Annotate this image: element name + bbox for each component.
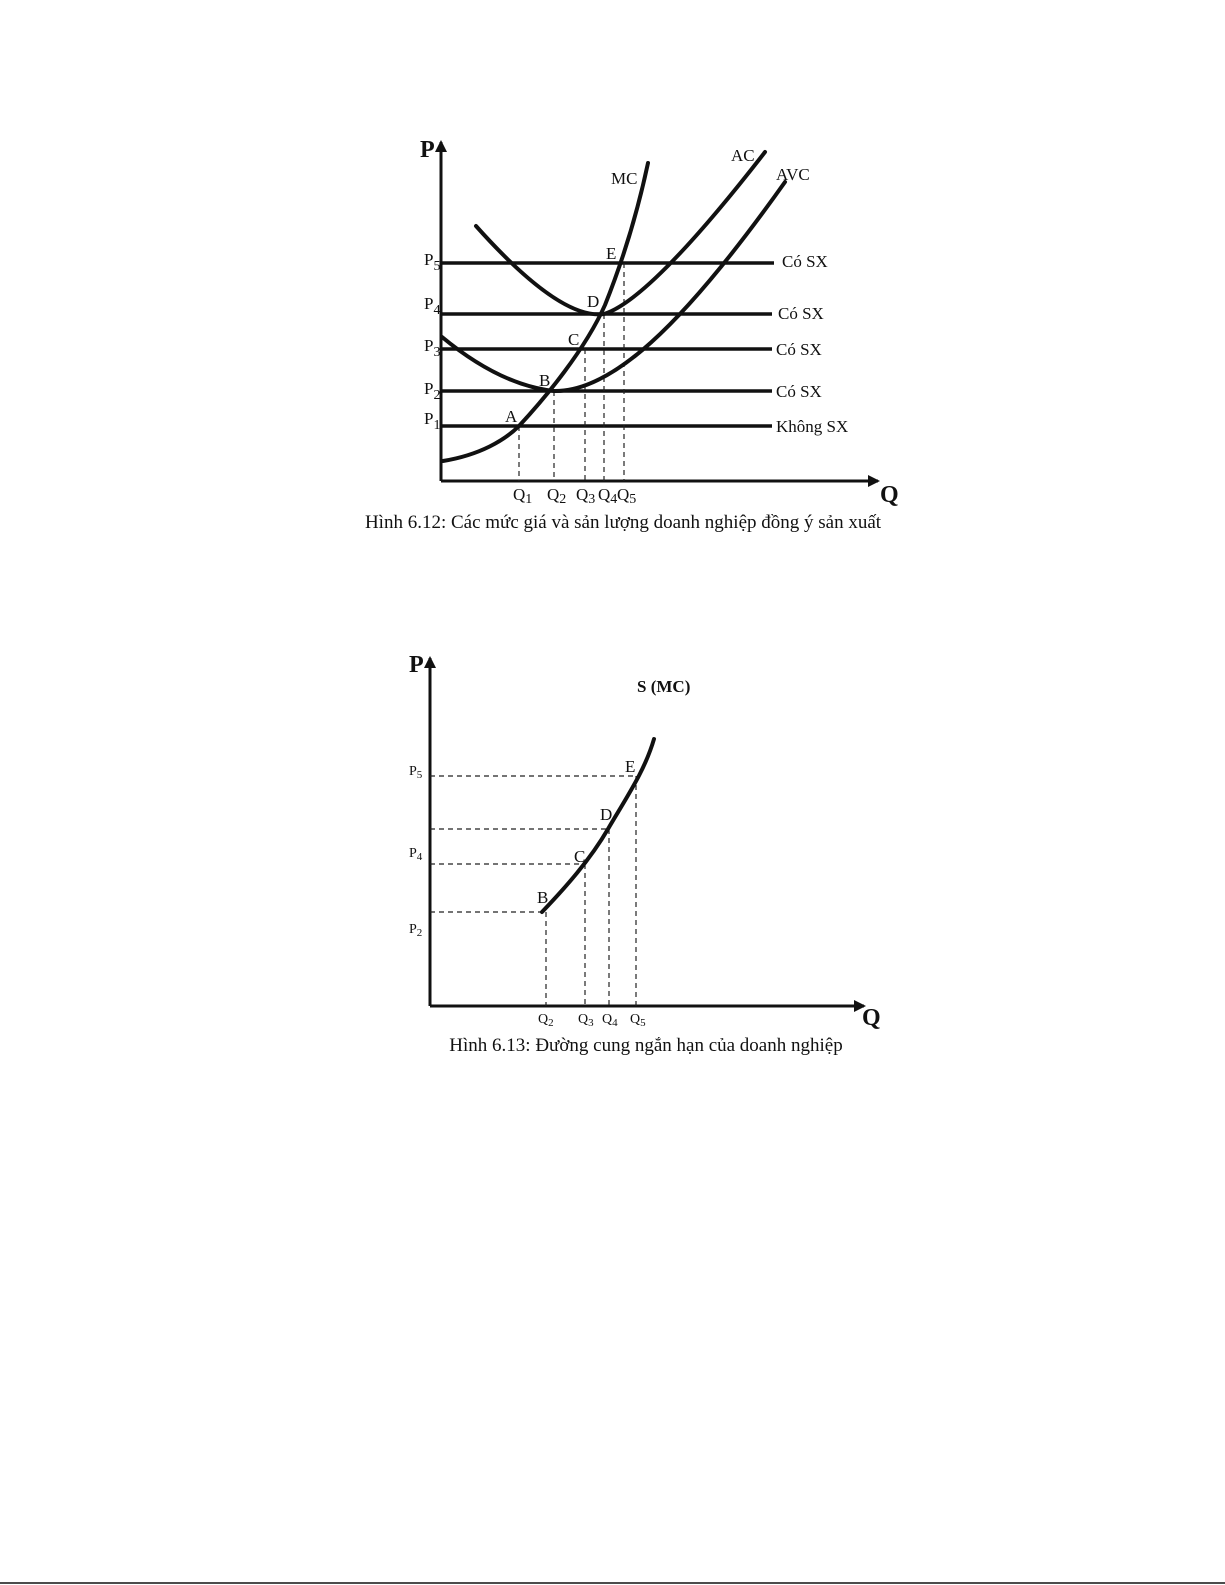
- fig1-point-a: A: [505, 407, 518, 426]
- figure-6-12: [365, 137, 899, 533]
- fig2-point-d: D: [600, 805, 613, 824]
- fig2-y-axis-label: P: [409, 652, 424, 678]
- fig1-status-p2: Có SX: [776, 382, 822, 401]
- fig1-q-label-5: Q5: [617, 485, 637, 507]
- fig1-x-axis-label: Q: [880, 482, 899, 508]
- fig1-mc-label: MC: [611, 169, 638, 188]
- fig1-price-label-p2: $P_2$: [424, 379, 441, 403]
- fig1-q-label-4: Q4: [598, 485, 618, 507]
- fig1-price-label-p4: $P_4$: [424, 294, 441, 318]
- fig2-caption: Hình 6.13: Đường cung ngắn hạn của doanh nghiệp: [449, 1035, 843, 1056]
- fig2-point-b: B: [537, 888, 549, 907]
- fig1-status-p1: Không SX: [776, 417, 849, 436]
- fig2-q-label-4: $Q_4$: [602, 1012, 618, 1029]
- figure-6-13: [409, 652, 881, 1056]
- fig2-point-e: E: [625, 757, 636, 776]
- fig2-q-label-2: $Q_2$: [538, 1012, 554, 1029]
- fig2-price-label-p4: $P_4$: [409, 846, 423, 863]
- fig2-supply-label: S (MC): [637, 677, 691, 696]
- fig1-status-p4: Có SX: [778, 304, 824, 323]
- fig1-point-b: B: [539, 371, 551, 390]
- fig2-price-label-p2: $P_2$: [409, 922, 423, 939]
- fig2-point-c: C: [574, 847, 586, 866]
- fig2-q-label-3: $Q_3$: [578, 1012, 594, 1029]
- fig1-avc-label: AVC: [776, 165, 810, 184]
- fig2-q-label-5: $Q_5$: [630, 1012, 646, 1029]
- fig1-price-label-p5: $P_5$: [424, 250, 441, 274]
- fig1-ac-label: AC: [731, 146, 755, 165]
- fig1-q-label-3: Q3: [576, 485, 596, 507]
- fig1-price-label-p3: $P_3$: [424, 336, 441, 360]
- fig2-price-label-p5: $P_5$: [409, 764, 423, 781]
- fig1-y-axis-label: P: [420, 137, 435, 163]
- fig1-caption: Hình 6.12: Các mức giá và sản lượng doanh nghiệp đồng ý sản xuất: [364, 512, 882, 533]
- fig1-mc-curve: [443, 163, 648, 461]
- fig1-q-label-1: Q1: [513, 485, 533, 507]
- fig1-point-c: C: [568, 330, 580, 349]
- fig2-supply-curve: [542, 739, 654, 912]
- fig1-q-label-2: Q2: [547, 485, 567, 507]
- fig1-status-p3: Có SX: [776, 340, 822, 359]
- fig1-point-e: E: [606, 244, 617, 263]
- fig1-status-p5: Có SX: [782, 252, 828, 271]
- fig1-price-label-p1: $P_1$: [424, 409, 441, 433]
- fig1-point-d: D: [587, 292, 600, 311]
- fig2-x-axis-label: Q: [862, 1005, 881, 1031]
